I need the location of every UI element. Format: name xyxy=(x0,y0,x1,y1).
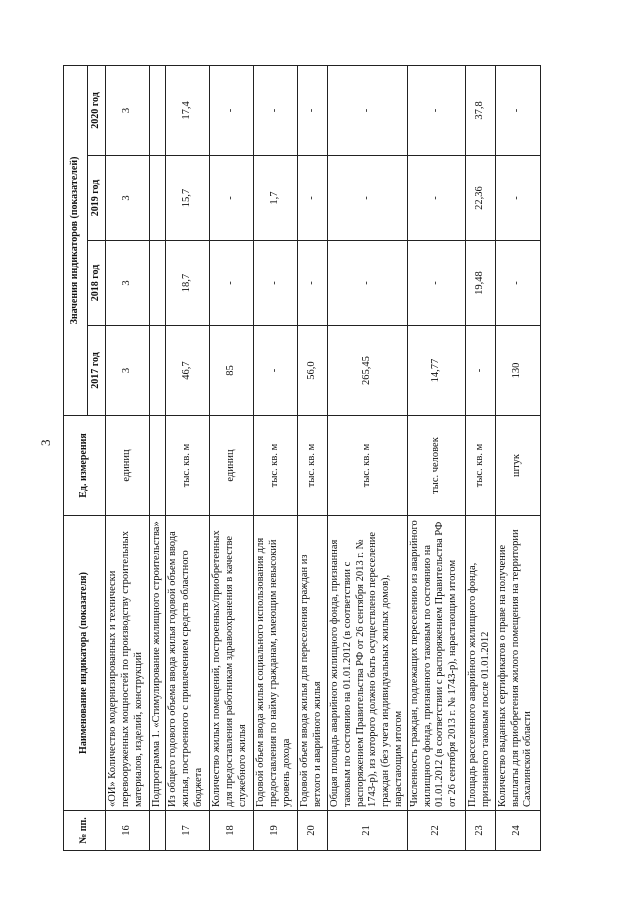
table-row-21 xyxy=(328,65,408,850)
row-value-2018: - xyxy=(210,241,254,326)
subheader-empty-2017 xyxy=(150,326,166,416)
row-value-2017: 46,7 xyxy=(166,326,210,416)
table-row-22 xyxy=(407,65,465,850)
row-num: 24 xyxy=(495,811,540,851)
row-value-2019: 3 xyxy=(106,156,150,241)
row-value-2020: - xyxy=(407,65,465,155)
row-value-2019: 1,7 xyxy=(254,156,298,241)
row-name: Годовой объем ввода жилья социального использования для предоставления по найму гражданам, имеющим невысокий уровень дохода xyxy=(254,516,298,811)
table-row-24 xyxy=(495,65,540,850)
row-name: Годовой объем ввода жилья для переселения граждан из ветхого и аварийного жилья xyxy=(298,516,328,811)
row-unit: единиц xyxy=(210,416,254,516)
row-name: Из общего годового объема ввода жилья годовой объем ввода жилья, построенного с привлечением средств областного бюджета xyxy=(166,516,210,811)
row-value-2020: 3 xyxy=(106,65,150,155)
row-num: 21 xyxy=(328,811,408,851)
row-value-2018: 19,48 xyxy=(465,241,495,326)
row-value-2020: 17,4 xyxy=(166,65,210,155)
row-value-2018: 18,7 xyxy=(166,241,210,326)
row-value-2020: 37,8 xyxy=(465,65,495,155)
row-value-2018: - xyxy=(328,241,408,326)
row-value-2020: - xyxy=(298,65,328,155)
row-num: 18 xyxy=(210,811,254,851)
header-row-1 xyxy=(64,65,88,850)
subheader-empty-unit xyxy=(150,416,166,516)
header-unit: Ед. измерения xyxy=(64,416,106,516)
row-value-2019: - xyxy=(298,156,328,241)
row-value-2019: - xyxy=(210,156,254,241)
table-row-19 xyxy=(254,65,298,850)
row-name: Общая площадь аварийного жилищного фонда, признанная таковым по состоянию на 01.01.2012 (в соответствии с распоряжением Правительства РФ от 26 сентября 2013 г. № 1743-р), из которого должно быть осуществлено переселение граждан (без учета индивидуальных жилых домов), нарастающим итогом xyxy=(328,516,408,811)
row-value-2017: - xyxy=(465,326,495,416)
row-value-2020: - xyxy=(328,65,408,155)
row-value-2017: - xyxy=(254,326,298,416)
header-values-group: Значения индикаторов (показателей) xyxy=(64,65,88,415)
row-value-2017: 265,45 xyxy=(328,326,408,416)
subheader-empty-2019 xyxy=(150,156,166,241)
row-value-2017: 3 xyxy=(106,326,150,416)
subheader-empty-2020 xyxy=(150,65,166,155)
row-unit: тыс. человек xyxy=(407,416,465,516)
header-year-2017: 2017 год xyxy=(88,326,106,416)
row-value-2020: - xyxy=(495,65,540,155)
subheader-empty-2018 xyxy=(150,241,166,326)
table-row-17 xyxy=(166,65,210,850)
row-name: Площадь расселенного аварийного жилищного фонда, признанного таковым после 01.01.2012 xyxy=(465,516,495,811)
row-value-2017: 130 xyxy=(495,326,540,416)
indicators-table xyxy=(63,65,541,851)
row-name: «ОИ» Количество модернизированных и технически перевооруженных мощностей по производству строительных материалов, изделий, конструкций xyxy=(106,516,150,811)
row-num: 23 xyxy=(465,811,495,851)
row-num: 20 xyxy=(298,811,328,851)
row-value-2020: - xyxy=(254,65,298,155)
row-unit: тыс. кв. м xyxy=(254,416,298,516)
row-num: 17 xyxy=(166,811,210,851)
row-unit: тыс. кв. м xyxy=(298,416,328,516)
header-name: Наименование индикатора (показателя) xyxy=(64,516,106,811)
row-name: Численность граждан, подлежащих переселению из аварийного жилищного фонда, признанного таковым по состоянию на 01.01.2012 (в соответствии с распоряжением Правительства РФ от 26 сентября 2013 г. № 1743-р), нарастающим итогом xyxy=(407,516,465,811)
subheader-num-cell xyxy=(150,811,166,851)
row-value-2018: - xyxy=(298,241,328,326)
row-num: 16 xyxy=(106,811,150,851)
row-name: Количество выданных сертификатов о праве на получение выплаты для приобретения жилого помещения на территории Сахалинской области xyxy=(495,516,540,811)
row-unit: единиц xyxy=(106,416,150,516)
row-value-2018: - xyxy=(495,241,540,326)
row-value-2018: - xyxy=(407,241,465,326)
subheader-title: Подпрограмма 1. «Стимулирование жилищного строительства» xyxy=(150,516,166,811)
table-row-18 xyxy=(210,65,254,850)
header-year-2020: 2020 год xyxy=(88,65,106,155)
header-year-2018: 2018 год xyxy=(88,241,106,326)
row-unit: тыс. кв. м xyxy=(465,416,495,516)
row-value-2020: - xyxy=(210,65,254,155)
table-row-subheader xyxy=(150,65,166,850)
row-value-2017: 56,0 xyxy=(298,326,328,416)
row-unit: штук xyxy=(495,416,540,516)
row-value-2019: - xyxy=(407,156,465,241)
table-row-23 xyxy=(465,65,495,850)
row-value-2017: 14,77 xyxy=(407,326,465,416)
row-value-2018: 3 xyxy=(106,241,150,326)
row-num: 19 xyxy=(254,811,298,851)
table-row-16 xyxy=(106,65,150,850)
row-num: 22 xyxy=(407,811,465,851)
rotated-page xyxy=(63,66,534,851)
row-name: Количество жилых помещений, построенных/приобретенных для предоставления работникам здравоохранения в качестве служебного жилья xyxy=(210,516,254,811)
page-number: 3 xyxy=(38,439,53,446)
row-value-2019: 22,36 xyxy=(465,156,495,241)
header-year-2019: 2019 год xyxy=(88,156,106,241)
row-value-2017: 85 xyxy=(210,326,254,416)
table-row-20 xyxy=(298,65,328,850)
row-value-2019: 15,7 xyxy=(166,156,210,241)
row-value-2019: - xyxy=(495,156,540,241)
row-unit: тыс. кв. м xyxy=(166,416,210,516)
row-unit: тыс. кв. м xyxy=(328,416,408,516)
row-value-2019: - xyxy=(328,156,408,241)
row-value-2018: - xyxy=(254,241,298,326)
header-num: № пп. xyxy=(64,811,106,851)
